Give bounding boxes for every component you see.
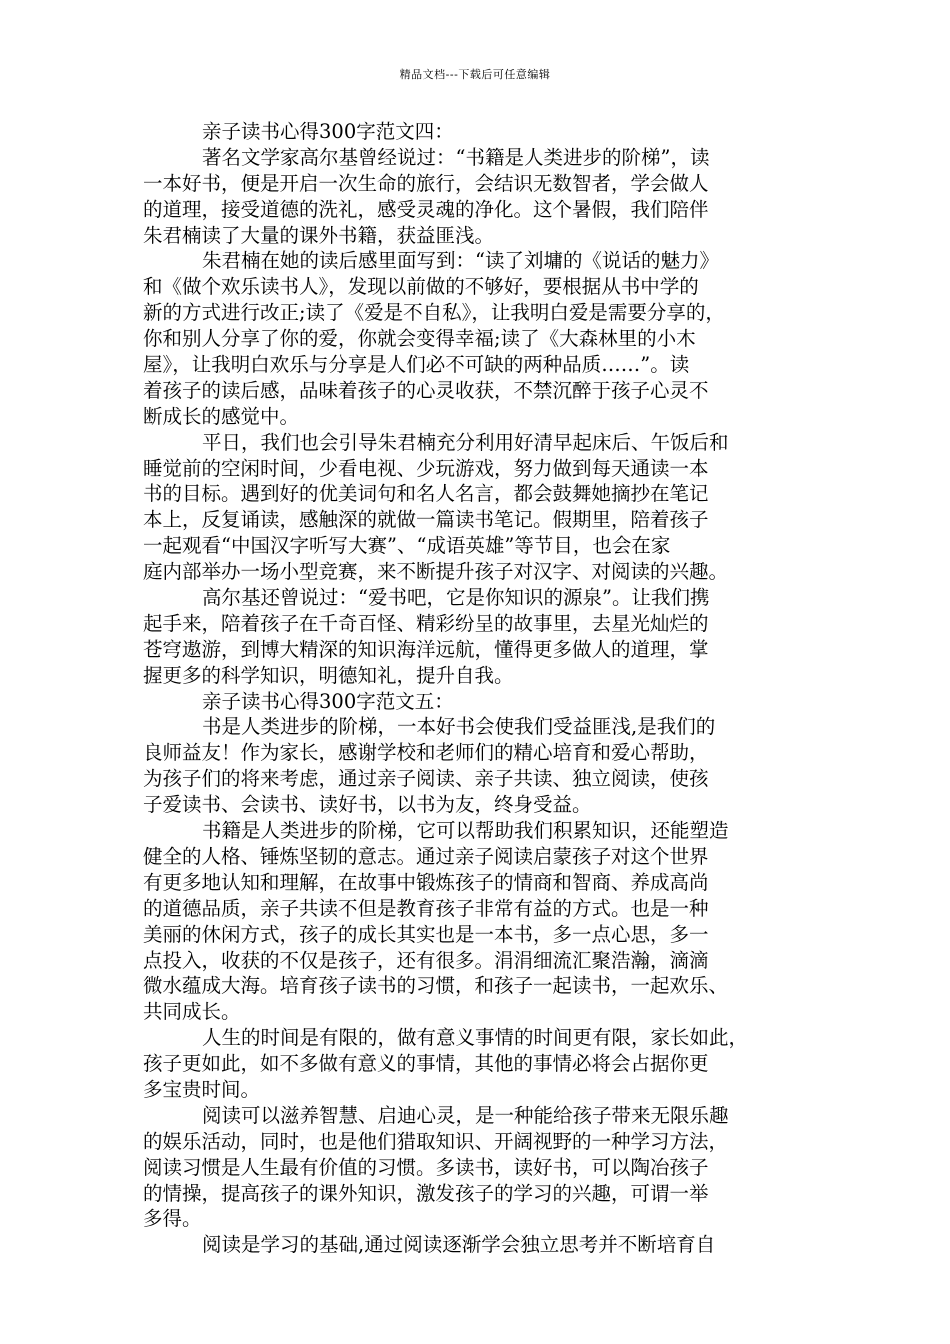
text-line: 阅读习惯是人生最有价值的习惯。多读书，读好书，可以陶冶孩子 xyxy=(143,1155,709,1179)
text-line: 的道理，接受道德的洗礼，感受灵魂的净化。这个暑假，我们陪伴 xyxy=(143,197,709,221)
text-line: 多得。 xyxy=(143,1207,202,1231)
text-line: 新的方式进行改正;读了《爱是不自私》，让我明白爱是需要分享的， xyxy=(143,301,725,325)
text-line: 美丽的休闲方式，孩子的成长其实也是一本书，多一点心思，多一 xyxy=(143,922,709,946)
text-line: 朱君楠在她的读后感里面写到：“读了刘墉的《说话的魅力》 xyxy=(202,249,719,273)
text-line: 阅读是学习的基础,通过阅读逐渐学会独立思考并不断培育自 xyxy=(202,1233,716,1257)
text-line: 孩子更如此，如不多做有意义的事情，其他的事情必将会占据你更 xyxy=(143,1052,709,1076)
text-line: 的娱乐活动，同时，也是他们猎取知识、开阔视野的一种学习方法， xyxy=(143,1129,729,1153)
text-line: 握更多的科学知识，明德知礼，提升自我。 xyxy=(143,663,514,687)
text-line: 断成长的感觉中。 xyxy=(143,404,300,428)
text-line: 高尔基还曾说过：“爱书吧，它是你知识的源泉”。让我们携 xyxy=(202,586,710,610)
text-line: 亲子读书心得300字范文四： xyxy=(202,120,454,143)
text-line: 人生的时间是有限的，做有意义事情的时间更有限，家长如此， xyxy=(202,1026,749,1050)
text-line: 庭内部举办一场小型竞赛，来不断提升孩子对汉字、对阅读的兴趣。 xyxy=(143,560,729,584)
text-line: 多宝贵时间。 xyxy=(143,1077,261,1101)
text-line: 书的目标。遇到好的优美词句和名人名言，都会鼓舞她摘抄在笔记 xyxy=(143,482,709,506)
text-line: 点投入，收获的不仅是孩子，还有很多。涓涓细流汇聚浩瀚，滴滴 xyxy=(143,948,709,972)
text-line: 健全的人格、锤炼坚韧的意志。通过亲子阅读启蒙孩子对这个世界 xyxy=(143,844,709,868)
text-line: 一本好书，便是开启一次生命的旅行，会结识无数智者，学会做人 xyxy=(143,171,709,195)
text-line: 起手来，陪着孩子在千奇百怪、精彩纷呈的故事里，去星光灿烂的 xyxy=(143,611,709,635)
text-line: 亲子读书心得300字范文五： xyxy=(202,689,454,713)
text-line: 朱君楠读了大量的课外书籍，获益匪浅。 xyxy=(143,223,495,247)
text-line: 睡觉前的空闲时间，少看电视、少玩游戏，努力做到每天通读一本 xyxy=(143,456,709,480)
text-line: 书是人类进步的阶梯，一本好书会使我们受益匪浅,是我们的 xyxy=(202,715,716,739)
text-line: 有更多地认知和理解，在故事中锻炼孩子的情商和智商、养成高尚 xyxy=(143,870,709,894)
text-line: 的道德品质，亲子共读不但是教育孩子非常有益的方式。也是一种 xyxy=(143,896,709,920)
text-line: 屋》，让我明白欢乐与分享是人们必不可缺的两种品质……”。读 xyxy=(143,353,690,377)
document-body xyxy=(143,119,813,1258)
text-line: 子爱读书、会读书、读好书，以书为友，终身受益。 xyxy=(143,793,592,817)
text-line: 的情操，提高孩子的课外知识，激发孩子的学习的兴趣，可谓一举 xyxy=(143,1181,709,1205)
text-line: 平日，我们也会引导朱君楠充分利用好清早起床后、午饭后和 xyxy=(202,430,729,454)
page-header: 精品文档---下载后可任意编辑 xyxy=(399,68,551,81)
text-line: 和《做个欢乐读书人》，发现以前做的不够好，要根据从书中学的 xyxy=(143,275,699,299)
text-line: 着孩子的读后感，品味着孩子的心灵收获，不禁沉醉于孩子心灵不 xyxy=(143,378,709,402)
text-line: 本上，反复诵读，感触深的就做一篇读书笔记。假期里，陪着孩子 xyxy=(143,508,709,532)
text-line: 阅读可以滋养智慧、启迪心灵，是一种能给孩子带来无限乐趣 xyxy=(202,1103,729,1127)
text-line: 你和别人分享了你的爱，你就会变得幸福;读了《大森林里的小木 xyxy=(143,327,696,351)
text-line: 一起观看“中国汉字听写大赛”、“成语英雄”等节目，也会在家 xyxy=(143,534,671,558)
text-line: 为孩子们的将来考虑，通过亲子阅读、亲子共读、独立阅读，使孩 xyxy=(143,767,709,791)
text-line: 共同成长。 xyxy=(143,1000,241,1024)
text-line: 微水蕴成大海。培育孩子读书的习惯，和孩子一起读书，一起欢乐、 xyxy=(143,974,729,998)
text-line: 苍穹遨游，到博大精深的知识海洋远航，懂得更多做人的道理，掌 xyxy=(143,637,709,661)
text-line: 良师益友！作为家长，感谢学校和老师们的精心培育和爱心帮助， xyxy=(143,741,709,765)
text-line: 著名文学家高尔基曾经说过：“书籍是人类进步的阶梯”，读 xyxy=(202,145,710,169)
text-line: 书籍是人类进步的阶梯，它可以帮助我们积累知识，还能塑造 xyxy=(202,819,729,843)
